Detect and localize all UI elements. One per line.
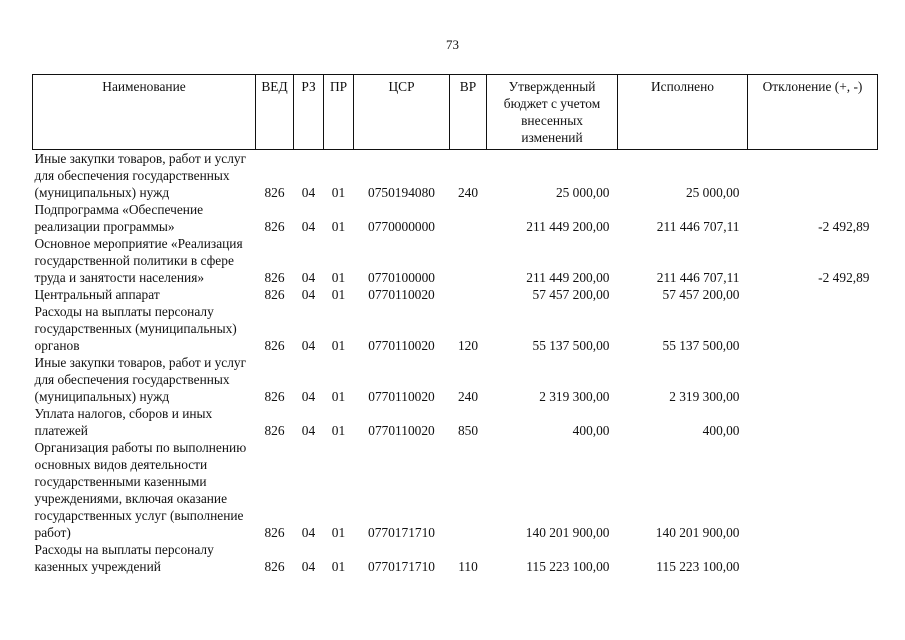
cell-name: Подпрограмма «Обеспечение реализации программы» xyxy=(34,202,204,234)
cell-rz: 04 xyxy=(301,338,316,353)
cell-ved: 826 xyxy=(264,559,285,574)
cell-csr: 0770110020 xyxy=(368,389,435,404)
table-row xyxy=(33,235,878,286)
cell-executed: 211 446 707,11 xyxy=(656,219,740,234)
page-number: 73 xyxy=(446,37,459,52)
cell-name: Центральный аппарат xyxy=(34,287,160,302)
cell-approved: 55 137 500,00 xyxy=(532,338,610,353)
cell-rz: 04 xyxy=(301,270,316,285)
cell-rz: 04 xyxy=(301,525,316,540)
cell-rz: 04 xyxy=(301,559,316,574)
table-row xyxy=(33,405,878,439)
cell-deviation xyxy=(748,303,878,354)
cell-pr: 01 xyxy=(331,270,346,285)
cell-vr xyxy=(450,439,487,541)
header-vr: ВР xyxy=(450,75,487,150)
header-csr: ЦСР xyxy=(354,75,450,150)
cell-ved: 826 xyxy=(264,270,285,285)
cell-approved: 211 449 200,00 xyxy=(526,270,610,285)
table-row xyxy=(33,439,878,541)
header-ved: ВЕД xyxy=(256,75,294,150)
cell-approved: 115 223 100,00 xyxy=(526,559,610,574)
cell-approved: 211 449 200,00 xyxy=(526,219,610,234)
cell-deviation: -2 492,89 xyxy=(818,219,870,234)
cell-pr: 01 xyxy=(331,389,346,404)
cell-csr: 0770100000 xyxy=(368,270,435,285)
cell-csr: 0770171710 xyxy=(368,559,435,574)
cell-executed: 140 201 900,00 xyxy=(655,525,740,540)
cell-pr: 01 xyxy=(331,559,346,574)
cell-csr: 0770110020 xyxy=(368,423,435,438)
cell-executed: 400,00 xyxy=(702,423,740,438)
cell-csr: 0770110020 xyxy=(368,338,435,353)
cell-approved: 400,00 xyxy=(572,423,610,438)
cell-rz: 04 xyxy=(301,185,316,200)
table-row xyxy=(33,354,878,405)
cell-ved: 826 xyxy=(264,287,285,302)
table-row xyxy=(33,541,878,575)
cell-executed: 55 137 500,00 xyxy=(662,338,740,353)
cell-pr: 01 xyxy=(331,287,346,302)
cell-executed: 211 446 707,11 xyxy=(656,270,740,285)
cell-ved: 826 xyxy=(264,338,285,353)
cell-deviation xyxy=(748,286,878,303)
cell-ved: 826 xyxy=(264,389,285,404)
cell-vr xyxy=(450,286,487,303)
cell-approved: 140 201 900,00 xyxy=(525,525,610,540)
header-approved: Утвержденный бюджет с учетом внесенных изменений xyxy=(487,75,618,150)
cell-ved: 826 xyxy=(264,219,285,234)
cell-pr: 01 xyxy=(331,338,346,353)
cell-vr xyxy=(450,201,487,235)
cell-pr: 01 xyxy=(331,219,346,234)
cell-ved: 826 xyxy=(264,423,285,438)
cell-executed: 115 223 100,00 xyxy=(656,559,740,574)
cell-deviation xyxy=(748,354,878,405)
header-deviation: Отклонение (+, -) xyxy=(748,75,878,150)
cell-rz: 04 xyxy=(301,423,316,438)
cell-name: Иные закупки товаров, работ и услуг для обеспечения государственных (муниципальных) нужд xyxy=(34,151,247,200)
cell-name: Расходы на выплаты персоналу казенных учреждений xyxy=(34,542,214,574)
cell-name: Расходы на выплаты персоналу государственных (муниципальных) органов xyxy=(34,304,237,353)
header-pr: ПР xyxy=(324,75,354,150)
table-row xyxy=(33,201,878,235)
cell-csr: 0750194080 xyxy=(368,185,435,200)
cell-executed: 2 319 300,00 xyxy=(669,389,740,404)
cell-deviation xyxy=(748,150,878,202)
cell-rz: 04 xyxy=(301,389,316,404)
cell-name: Организация работы по выполнению основных видов деятельности государственными казенными учреждениями, включая оказание государственных услуг (выполнение работ) xyxy=(34,440,247,540)
cell-vr xyxy=(450,235,487,286)
header-executed: Исполнено xyxy=(618,75,748,150)
cell-vr: 850 xyxy=(457,423,479,438)
cell-csr: 0770110020 xyxy=(368,287,435,302)
cell-vr: 120 xyxy=(457,338,479,353)
cell-approved: 57 457 200,00 xyxy=(532,287,610,302)
table-row xyxy=(33,286,878,303)
cell-vr: 240 xyxy=(457,185,479,200)
cell-deviation xyxy=(748,439,878,541)
table-row xyxy=(33,150,878,202)
cell-ved: 826 xyxy=(264,185,285,200)
cell-rz: 04 xyxy=(301,287,316,302)
cell-rz: 04 xyxy=(301,219,316,234)
cell-ved: 826 xyxy=(264,525,285,540)
cell-name: Уплата налогов, сборов и иных платежей xyxy=(34,406,213,438)
header-name: Наименование xyxy=(33,75,256,150)
cell-executed: 25 000,00 xyxy=(685,185,740,200)
cell-deviation xyxy=(748,405,878,439)
cell-approved: 25 000,00 xyxy=(555,185,610,200)
cell-pr: 01 xyxy=(331,423,346,438)
table-header xyxy=(33,75,878,150)
cell-pr: 01 xyxy=(331,525,346,540)
header-rz: РЗ xyxy=(294,75,324,150)
cell-name: Основное мероприятие «Реализация государственной политики в сфере труда и занятости населения» xyxy=(34,236,243,285)
cell-name: Иные закупки товаров, работ и услуг для обеспечения государственных (муниципальных) нужд xyxy=(34,355,247,404)
cell-deviation: -2 492,89 xyxy=(818,270,870,285)
table-body xyxy=(33,150,878,576)
cell-deviation xyxy=(748,541,878,575)
table-row xyxy=(33,303,878,354)
cell-vr: 240 xyxy=(457,389,479,404)
cell-csr: 0770171710 xyxy=(368,525,435,540)
budget-table xyxy=(32,74,878,575)
cell-approved: 2 319 300,00 xyxy=(539,389,610,404)
cell-pr: 01 xyxy=(331,185,346,200)
cell-vr: 110 xyxy=(458,559,478,574)
cell-executed: 57 457 200,00 xyxy=(662,287,740,302)
cell-csr: 0770000000 xyxy=(368,219,435,234)
